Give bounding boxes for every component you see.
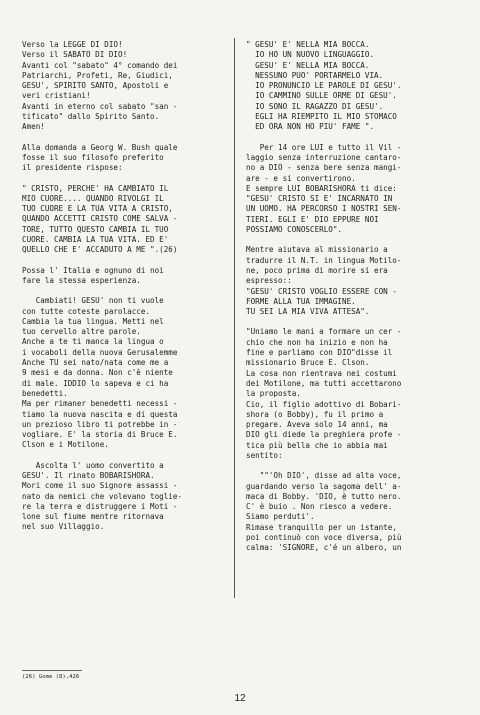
paragraph: Mentre aiutava al missionario a tradurre il N.T. in lingua Motilo- ne, poco prima di morire si era espresso:: "GESU' CRISTO VOGLIO ESSERE CON - FORME ALLA TUA IMMAGINE. TU SEI LA MIA VIVA ATTESA". [246,245,402,317]
footnote: (26) Gome (8),426 [22,674,80,680]
paragraph: Ascolta l' uomo convertito a GESU'. Il rinato BOBARISHORA. Mori come il suo Signore assassi - nato da nemici che volevano toglie- re la terra e distruggere i Moti - lone sul fiume mentre ritornava nel suo Villaggio. [22,460,183,532]
paragraph: "Uniamo le mani a formare un cer - chio che non ha inizio e non ha fine e parliamo con DIO"disse il missionario Bruce E. Clson. La cosa non rientrava nei costumi dei Motilone, ma tutti accettarono la proposta. Cio, il figlio adottivo di Bobari- shora (o Bobby), fu il primo a pregare. Aveva solo 14 anni, ma DIO gli diede la preghiera profe - tica più bella che io abbia mai sentito: [246,327,402,460]
quote-block: " GESU' E' NELLA MIA BOCCA. IO HO UN NUOVO LINGUAGGIO. GESU' E' NELLA MIA BOCCA. NESSUNO PUO' PORTARMELO VIA. IO PRONUNCIO LE PAROLE DI GESU'. IO CAMMINO SULLE ORME DI GESU'. IO SONO IL RAGAZZO DI GESU'. EGLI HA RIEMPITO IL MIO STOMACO ED ORA NON HO PIU' FAME ". [246,40,402,132]
paragraph: Alla domanda a Georg W. Bush quale fosse il suo filosofo preferito il presidente rispose: [22,142,178,173]
left-column [22,40,240,543]
paragraph: Possa l' Italia e ognuno di noi fare la stessa esperienza. [22,265,164,285]
paragraph: Cambiati! GESU' non ti vuole con tutte coteste parolacce. Cambia la tua lingua. Metti nel tuo cervello altre parole. Anche a te ti manca la lingua o i vocaboli della nuova Gerusalemme Anche TU sei nato/nata come me a 9 mesi e da donna. Non c'è niente di male. IDDIO lo sapeva e ci ha benedetti. Ma per rimaner benedetti necessi - tiamo la nuova nascita e di questa un prezioso libro ti potrebbe in - vogliare. E' la storia di Bruce E. Clson e i Motilone. [22,296,178,450]
page-number: 12 [234,693,246,704]
quote-block: " CRISTO, PERCHE' HA CAMBIATO IL MIO CUORE.... QUANDO RIVOLGI IL TUO CUORE E LA TUA VITA A CRISTO, QUANDO ACCETTI CRISTO COME SALVA - TORE, TUTTO QUESTO CAMBIA IL TUO CUORE. CAMBIA LA TUA VITA. ED E' QUELLO CHE E' ACCADUTO A ME ".(26) [22,183,178,255]
paragraph: ""'Oh DIO', disse ad alta voce, guardando verso la sagoma dell' a- maca di Bobby. 'DIO, è tutto nero. C' è buio . Non riesco a vedere. Siamo perduti'. Rimase tranquillo per un istante, poi continuò con voce diversa, più calma: 'SIGNORE, c'é un albero, un [246,471,402,553]
right-column [246,40,461,564]
paragraph: Verso la LEGGE DI DIO! Verso il SABATO DI DIO! Avanti col "sabato" 4° comando dei Patriarchi, Profeti, Re, Giudici, GESU', SPIRITO SANTO, Apostoli e veri cristiani! Avanti in eterno col sabato "san - tificato" dallo Spirito Santo. Amen! [22,40,178,132]
paragraph: Per 14 ore LUI e tutto il Vil - laggio senza interruzione cantaro- no a DIO - senza bere senza mangi- are - e si convertirono. E sempre LUI BOBARISHORA ti dice: "GESU' CRISTO SI E' INCARNATO IN UN UOMO. HA PERCORSO I NOSTRI SEN- TIERI. EGLI E' DIO EPPURE NOI POSSIAMO CONOSCERLO". [246,142,402,235]
footnote-divider [22,670,82,671]
